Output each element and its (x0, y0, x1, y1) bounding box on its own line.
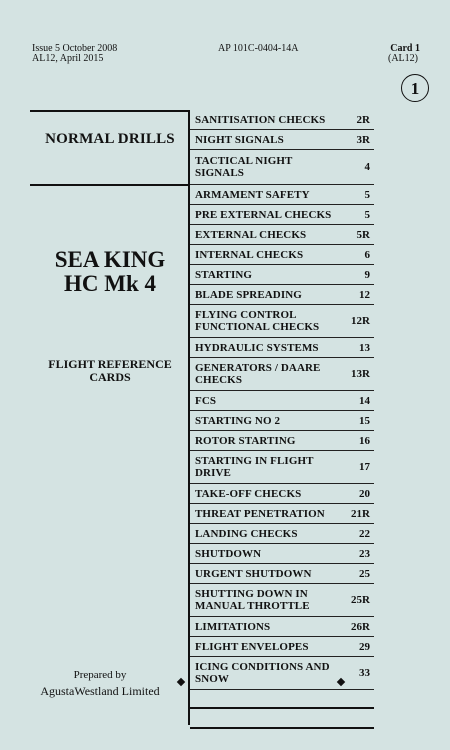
index-row-page: 16 (359, 434, 370, 447)
index-row-page: 12R (351, 315, 370, 327)
index-row-title: THREAT PENETRATION (195, 507, 325, 520)
index-row (190, 358, 374, 391)
index-row (190, 451, 374, 484)
publication-reference: AP 101C-0404-14A (218, 43, 299, 54)
index-row-page: 21R (351, 507, 370, 520)
index-row-page: 5R (356, 228, 370, 241)
company-name: AgustaWestland Limited (40, 684, 160, 698)
index-row (190, 338, 374, 358)
index-row-page: 6 (364, 248, 370, 261)
index-row-title: EXTERNAL CHECKS (195, 228, 307, 241)
index-row-page: 29 (359, 640, 370, 653)
index-row-title: STARTING NO 2 (195, 414, 281, 427)
index-row (190, 657, 374, 690)
index-row-title: ROTOR STARTING (195, 434, 296, 447)
index-blank-row (190, 709, 374, 729)
index-row-title: SHUTDOWN (195, 547, 262, 560)
index-row-title: TAKE-OFF CHECKS (195, 487, 302, 500)
index-row (190, 305, 374, 338)
index-row-title: SANITISATION CHECKS (195, 113, 326, 126)
index-row (190, 524, 374, 544)
index-row (190, 245, 374, 265)
index-row-page: 13 (359, 341, 370, 354)
index-row-page: 25 (359, 567, 370, 580)
index-row-page: 25R (351, 594, 370, 606)
index-row-page: 14 (359, 394, 370, 407)
index-row-title: TACTICAL NIGHT SIGNALS (195, 155, 293, 179)
index-row (190, 150, 374, 185)
index-row (190, 265, 374, 285)
index-row-page: 5 (364, 188, 370, 201)
index-row-page: 2R (356, 113, 370, 126)
index-row-title: GENERATORS / DAARE CHECKS (195, 362, 321, 386)
aircraft-title-line2: HC Mk 4 (64, 271, 156, 296)
index-row-page: 17 (359, 461, 370, 473)
index-row-title: FLIGHT ENVELOPES (195, 640, 309, 653)
card-amendment: (AL12) (388, 53, 418, 64)
index-row-title: FCS (195, 394, 217, 407)
index-row-title: HYDRAULIC SYSTEMS (195, 341, 319, 354)
index-row (190, 185, 374, 205)
index-row-title: ARMAMENT SAFETY (195, 188, 310, 201)
index-row (190, 431, 374, 451)
index-row-title: ICING CONDITIONS AND SNOW (195, 661, 330, 685)
index-row (190, 391, 374, 411)
index-row-title: STARTING IN FLIGHT DRIVE (195, 455, 314, 479)
index-row (190, 617, 374, 637)
amendment-date: AL12, April 2015 (32, 53, 104, 64)
index-row (190, 564, 374, 584)
index-row (190, 110, 374, 130)
index-row-page: 20 (359, 487, 370, 500)
index-row (190, 584, 374, 617)
prepared-by-label: Prepared by (73, 669, 127, 681)
index-blank-row (190, 690, 374, 709)
index-row-title: LIMITATIONS (195, 620, 271, 633)
card-label: Card 1 (390, 43, 420, 54)
index-row-page: 4 (364, 161, 370, 173)
index-row (190, 637, 374, 657)
index-row-page: 33 (359, 667, 370, 679)
index-row-page: 22 (359, 527, 370, 540)
index-row-title: INTERNAL CHECKS (195, 248, 304, 261)
section-title: NORMAL DRILLS (45, 131, 175, 147)
index-row (190, 411, 374, 431)
index-row-title: STARTING (195, 268, 253, 281)
index-row-title: PRE EXTERNAL CHECKS (195, 208, 332, 221)
index-row-page: 9 (364, 268, 370, 281)
index-row-page: 12 (359, 288, 370, 301)
index-row-page: 23 (359, 547, 370, 560)
index-row-page: 3R (356, 133, 370, 146)
index-row (190, 205, 374, 225)
index-row (190, 225, 374, 245)
index-row-title: FLYING CONTROL FUNCTIONAL CHECKS (195, 309, 320, 333)
issue-date: Issue 5 October 2008 (32, 43, 118, 54)
section-divider (30, 184, 190, 186)
index-row-title: NIGHT SIGNALS (195, 133, 284, 146)
cards-subtitle-line1: FLIGHT REFERENCE (48, 357, 172, 371)
index-row (190, 544, 374, 564)
index-row-title: URGENT SHUTDOWN (195, 567, 312, 580)
card-number-badge: 1 (401, 74, 429, 102)
diamond-marker-icon (177, 678, 185, 686)
index-row-page: 13R (351, 368, 370, 380)
index-row-title: LANDING CHECKS (195, 527, 298, 540)
index-row (190, 130, 374, 150)
index-row-page: 15 (359, 414, 370, 427)
index-row-title: BLADE SPREADING (195, 288, 302, 301)
index-row (190, 285, 374, 305)
top-rule (30, 110, 190, 112)
index-row-title: SHUTTING DOWN IN MANUAL THROTTLE (195, 588, 310, 612)
cards-subtitle-line2: CARDS (89, 370, 131, 384)
index-row-page: 5 (364, 208, 370, 221)
index-row (190, 484, 374, 504)
index-row-page: 26R (351, 620, 370, 633)
index-row (190, 504, 374, 524)
aircraft-title-line1: SEA KING (54, 247, 166, 272)
